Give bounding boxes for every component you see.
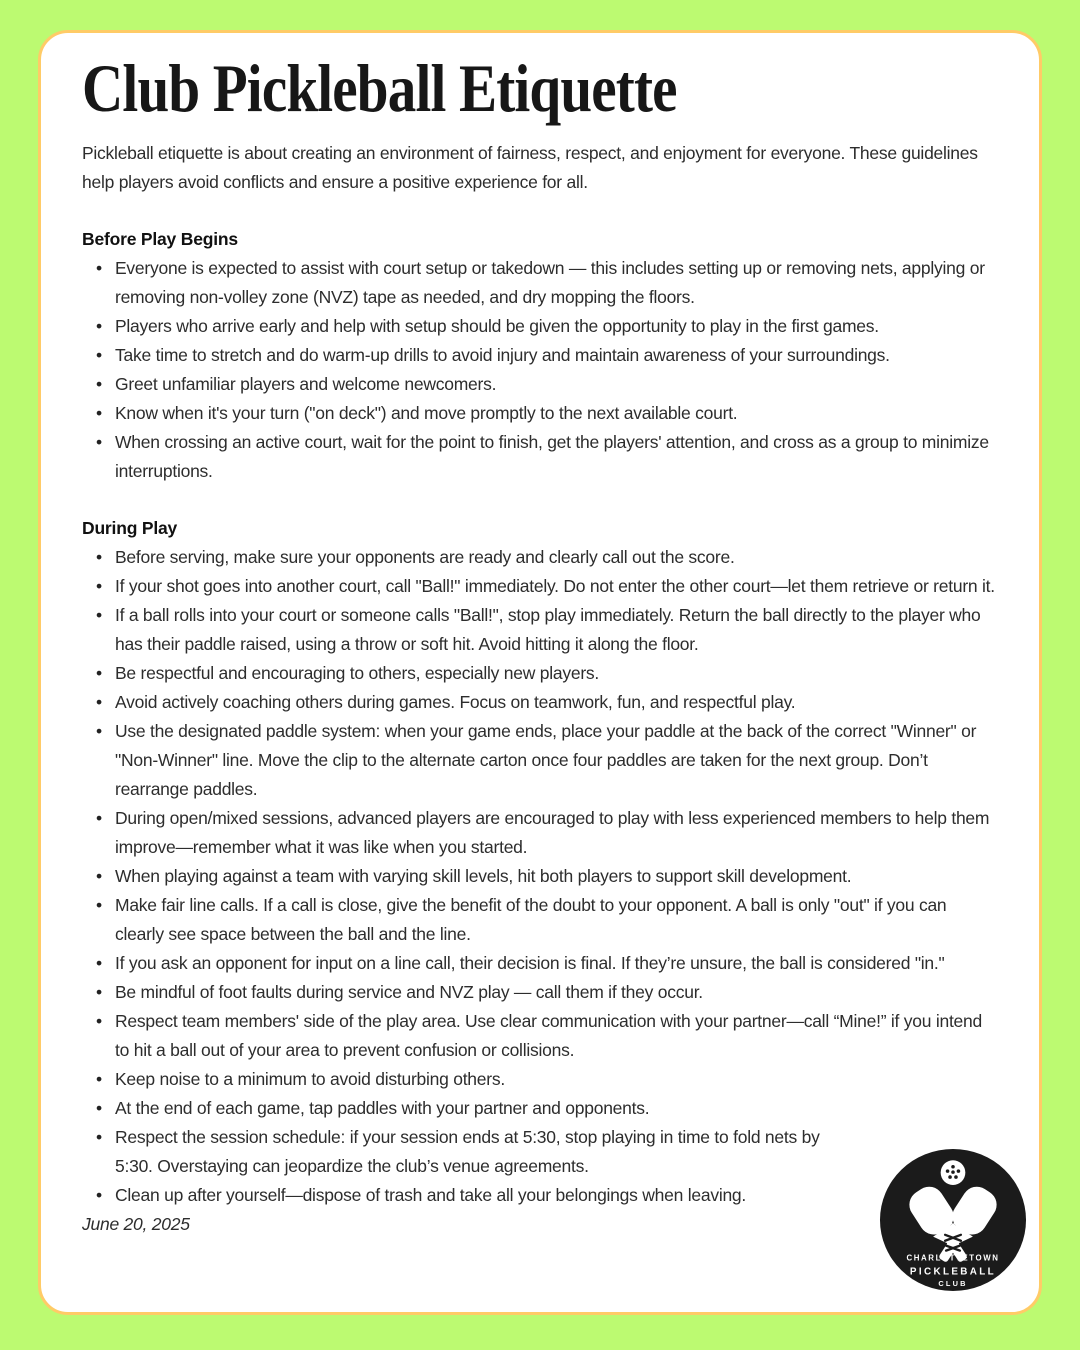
bullet-item: • Greet unfamiliar players and welcome newcomers. xyxy=(82,370,998,399)
bullet-item: • Clean up after yourself—dispose of trash and take all your belongings when leaving. xyxy=(82,1181,860,1210)
etiquette-card xyxy=(38,30,1042,1315)
bullet-item: • If a ball rolls into your court or someone calls "Ball!", stop play immediately. Return the ball directly to the player who has their paddle raised, using a throw or soft hit. Avoid hitting it along the floor. xyxy=(82,601,998,659)
date-text: June 20, 2025 xyxy=(82,1214,190,1234)
bullet-item: • Use the designated paddle system: when your game ends, place your paddle at the back of the correct "Winner" or "Non-Winner" line. Move the clip to the alternate carton once four paddles are taken for the next group. Don’t rearrange paddles. xyxy=(82,717,998,804)
bullet-item: • If your shot goes into another court, call "Ball!" immediately. Do not enter the other court—let them retrieve or return it. xyxy=(82,572,998,601)
bullet-item: • Before serving, make sure your opponents are ready and clearly call out the score. xyxy=(82,543,998,572)
pickleball-icon xyxy=(941,1160,966,1185)
bullet-item: • Know when it's your turn ("on deck") and move promptly to the next available court. xyxy=(82,399,998,428)
logo-text-club: CLUB xyxy=(938,1279,968,1289)
during-play-bullet-list xyxy=(82,543,998,1210)
logo-text-pickleball: PICKLEBALL xyxy=(909,1266,997,1278)
bullet-item: • Avoid actively coaching others during games. Focus on teamwork, fun, and respectful play. xyxy=(82,688,998,717)
bullet-item: • Be respectful and encouraging to others, especially new players. xyxy=(82,659,998,688)
bullet-item: • Make fair line calls. If a call is close, give the benefit of the doubt to your opponent. A ball is only "out" if you can clearly see space between the ball and the line. xyxy=(82,891,998,949)
logo-text-city: CHARLOTTETOWN xyxy=(906,1253,1000,1263)
before-play-bullet-list xyxy=(82,254,998,486)
bullet-item: • When playing against a team with varying skill levels, hit both players to support skill development. xyxy=(82,862,998,891)
bullet-item: • If you ask an opponent for input on a line call, their decision is final. If they’re unsure, the ball is considered "in." xyxy=(82,949,998,978)
bullet-item: • Respect team members' side of the play area. Use clear communication with your partner—call “Mine!” if you intend to hit a ball out of your area to prevent confusion or collisions. xyxy=(82,1007,998,1065)
bullet-item: • Be mindful of foot faults during service and NVZ play — call them if they occur. xyxy=(82,978,998,1007)
bullet-item: • At the end of each game, tap paddles with your partner and opponents. xyxy=(82,1094,998,1123)
intro-paragraph: Pickleball etiquette is about creating an environment of fairness, respect, and enjoyment for everyone. These guidelines help players avoid conflicts and ensure a positive experience for all. xyxy=(82,143,978,192)
bullet-item: • Players who arrive early and help with setup should be given the opportunity to play in the first games. xyxy=(82,312,998,341)
club-logo xyxy=(879,1146,1027,1294)
club-logo-graphic xyxy=(879,1146,1027,1294)
page-title: Club Pickleball Etiquette xyxy=(82,50,677,126)
section-heading-before-play: Before Play Begins xyxy=(82,229,238,249)
section-heading-during-play: During Play xyxy=(82,518,178,538)
bullet-item: • Take time to stretch and do warm-up drills to avoid injury and maintain awareness of your surroundings. xyxy=(82,341,998,370)
bullet-item: • When crossing an active court, wait for the point to finish, get the players' attention, and cross as a group to minimize interruptions. xyxy=(82,428,998,486)
bullet-item: • Respect the session schedule: if your session ends at 5:30, stop playing in time to fold nets by 5:30. Overstaying can jeopardize the club’s venue agreements. xyxy=(82,1123,860,1181)
bullet-item: • Keep noise to a minimum to avoid disturbing others. xyxy=(82,1065,998,1094)
bullet-item: • Everyone is expected to assist with court setup or takedown — this includes setting up or removing nets, applying or removing non-volley zone (NVZ) tape as needed, and dry mopping the floors. xyxy=(82,254,998,312)
bullet-item: • During open/mixed sessions, advanced players are encouraged to play with less experienced members to help them improve—remember what it was like when you started. xyxy=(82,804,998,862)
